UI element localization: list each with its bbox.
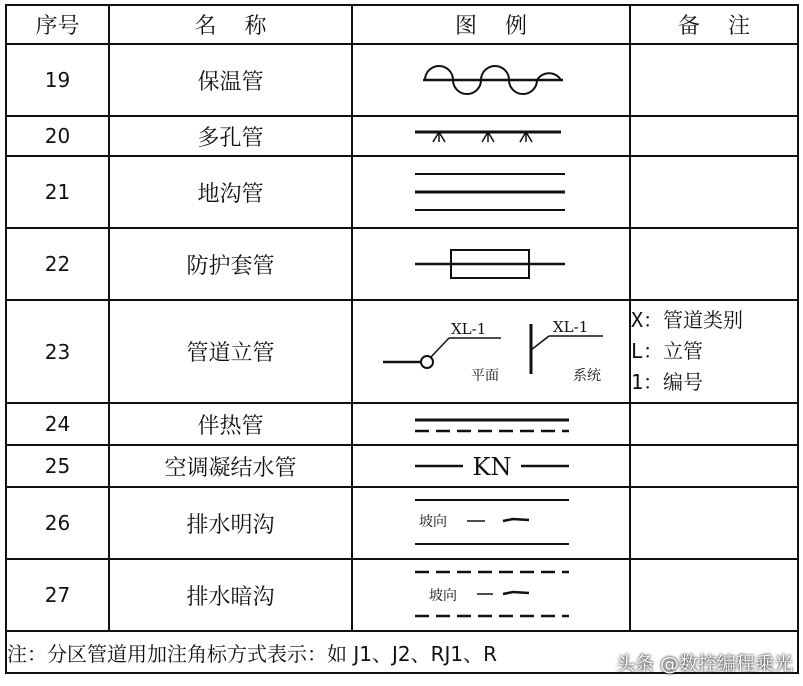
row-number: 27 [6,559,109,631]
row-name: 管道立管 [109,300,352,403]
table-row [6,559,798,631]
row-name: 排水暗沟 [109,559,352,631]
row-remark [630,487,798,559]
system-label: 系统 [573,367,601,384]
remark-line: 1：编号 [631,370,704,394]
figure-insulated-pipe [352,44,630,116]
tag-right-label: XL-1 [553,317,589,336]
watermark: 头条 @数控编程乘光 [615,653,793,675]
slope-label: 坡向 [419,514,447,530]
row-name: 地沟管 [109,156,352,228]
row-number: 22 [6,228,109,300]
row-remark [630,116,798,156]
row-name: 多孔管 [109,116,352,156]
row-remark [630,228,798,300]
row-remark [630,44,798,116]
header-name: 名 称 [109,5,352,44]
row-name: 防护套管 [109,228,352,300]
pipe-legend-table [5,4,799,674]
slope-label: 坡向 [429,588,457,604]
table-row [6,300,798,403]
table-row [6,116,798,156]
header-row [6,5,798,44]
row-number: 24 [6,403,109,445]
table-row [6,487,798,559]
figure-perforated-pipe [352,116,630,156]
table-row [6,445,798,487]
row-name: 保温管 [109,44,352,116]
row-name: 空调凝结水管 [109,445,352,487]
row-number: 26 [6,487,109,559]
header-figure: 图 例 [352,5,630,44]
row-name: 排水明沟 [109,487,352,559]
figure-covered-drain-ditch [352,559,630,631]
table-row [6,228,798,300]
table-row [6,156,798,228]
figure-condensate-pipe [352,445,630,487]
row-number: 20 [6,116,109,156]
header-no: 序号 [6,5,109,44]
remark-line: L：立管 [631,339,704,363]
figure-trench-pipe [352,156,630,228]
row-number: 21 [6,156,109,228]
kn-code-label: KN [472,453,512,481]
figure-vertical-pipe [352,300,630,403]
row-name: 伴热管 [109,403,352,445]
figure-open-drain-ditch [352,487,630,559]
row-remark [630,403,798,445]
table-row [6,403,798,445]
figure-heat-tracing-pipe [352,403,630,445]
tag-left-label: XL-1 [451,319,487,338]
table-row [6,44,798,116]
row-remark [630,445,798,487]
row-remark [630,300,798,403]
plan-label: 平面 [471,367,499,384]
figure-protective-sleeve [352,228,630,300]
row-number: 23 [6,300,109,403]
row-number: 19 [6,44,109,116]
remark-line: X：管道类别 [631,308,744,332]
row-remark [630,559,798,631]
header-remark: 备 注 [630,5,798,44]
row-number: 25 [6,445,109,487]
row-remark [630,156,798,228]
footer-note: 注：分区管道用加注角标方式表示：如 J1、J2、RJ1、R [6,631,798,673]
